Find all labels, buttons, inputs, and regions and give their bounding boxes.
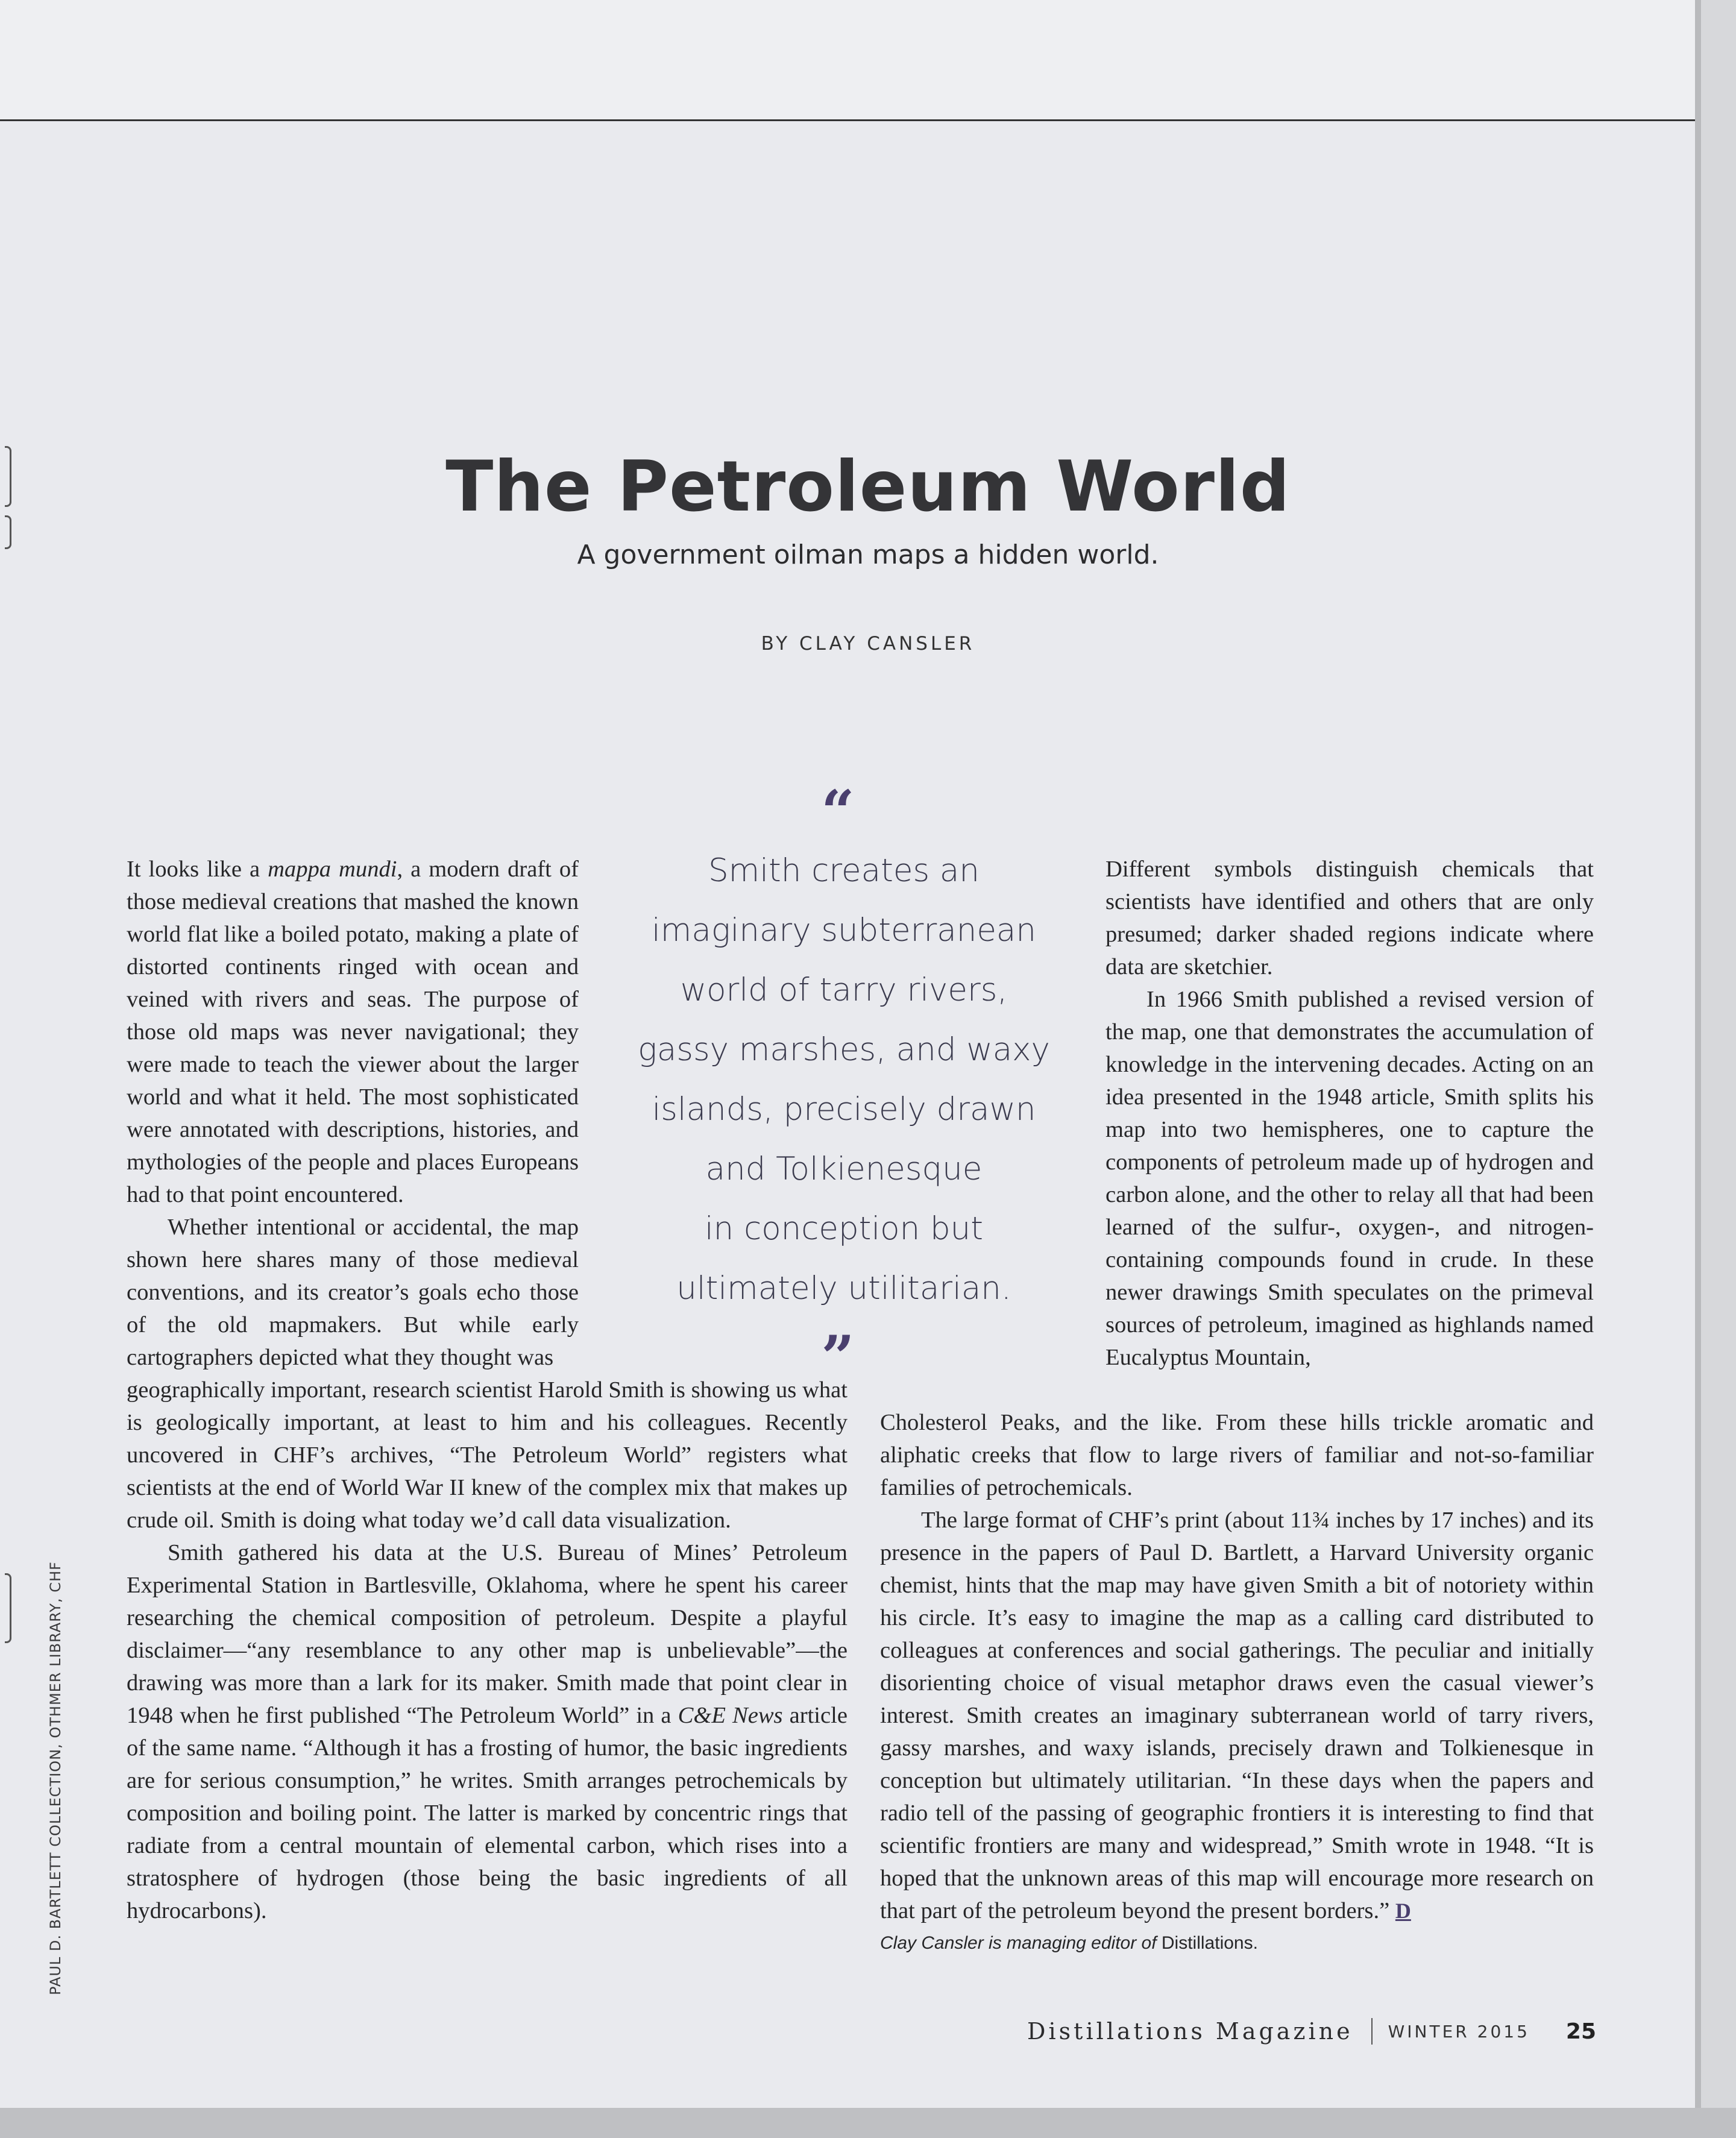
body-italic: C&E News: [678, 1703, 783, 1728]
pullquote-line: Smith creates an: [708, 852, 980, 889]
author-bio: [880, 1927, 1594, 1960]
top-rule: [0, 119, 1695, 121]
paragraph: [1105, 983, 1594, 1374]
paragraph: [127, 1536, 848, 1927]
paragraph: [127, 1374, 848, 1536]
body-text: Whether intentional or accidental, the map shown here shares many of those medieval conventions, and its creator’s goals echo those of the old mapmakers. But while early cartographers depicted what they thought was: [127, 1215, 579, 1370]
pullquote-line: world of tarry rivers,: [680, 972, 1008, 1008]
body-text: Cholesterol Peaks, and the like. From these hills trickle aromatic and aliphatic creeks that flow to large rivers of familiar and not-so-familiar families of petrochemicals.: [880, 1410, 1594, 1500]
page-edge: [1695, 0, 1736, 2138]
body-text: article of the same name. “Although it has a frosting of humor, the basic ingredients are for serious consumption,” he writes. Smith arranges petrochemicals by composition and boiling point. The latter is marked by concentric rings that radiate from a central mountain of elemental carbon, which rises into a stratosphere of hydrogen (those being the basic ingredients of all hydrocarbons).: [127, 1703, 848, 1923]
photo-credit: PAUL D. BARTLETT COLLECTION, OTHMER LIBRARY, CHF: [47, 1561, 64, 1995]
bio-publication: Distillations.: [1161, 1933, 1258, 1953]
body-column-right-wide: [880, 1406, 1594, 1960]
pullquote-open-mark: “: [821, 778, 855, 846]
pullquote-line: gassy marshes, and waxy: [638, 1031, 1050, 1068]
footer-magazine-name: Distillations Magazine: [1027, 2018, 1353, 2045]
body-column-left-wide: [127, 1374, 848, 1927]
article-title: The Petroleum World: [445, 446, 1291, 527]
pullquote-line: imaginary subterranean: [652, 912, 1036, 949]
body-text: In 1966 Smith published a revised version of the map, one that demonstrates the accumulation of knowledge in the intervening decades. Acting on an idea presented in the 1948 article, Smith splits his map into two hemispheres, one to capture the components of petroleum made up of hydrogen and carbon alone, and the other to relay all that had been learned of the sulfur-, oxygen-, and nitrogen-containing compounds found in crude. In these newer drawings Smith speculates on the primeval sources of petroleum, imagined as highlands named Eucalyptus Mountain,: [1105, 987, 1594, 1370]
paragraph: [1105, 853, 1594, 983]
pullquote-line: ultimately utilitarian.: [676, 1270, 1011, 1307]
body-text: geographically important, research scientist Harold Smith is showing us what is geologically important, at least to him and his colleagues. Recently uncovered in CHF’s archives, “The Petroleum World” registers what scientists at the end of World War II knew of the complex mix that makes up crude oil. Smith is doing what today we’d call data visualization.: [127, 1377, 848, 1533]
footer-divider: [1371, 2018, 1373, 2045]
paragraph: [880, 1504, 1594, 1927]
pullquote-close-mark: ”: [821, 1323, 855, 1391]
pullquote-line: in conception but: [704, 1210, 984, 1247]
page-top-band: [0, 0, 1695, 121]
body-text: , a modern draft of those medieval creations that mashed the known world flat like a boiled potato, making a plate of distorted continents ringed with ocean and veined with rivers and seas. The purpose of those old maps was never navigational; they were made to teach the viewer about the larger world and what it held. The most sophisticated were annotated with descriptions, histories, and mythologies of the people and places Europeans had to that point encountered.: [127, 857, 579, 1207]
article-subtitle: A government oilman maps a hidden world.: [577, 539, 1159, 570]
binding-staple: [5, 1573, 11, 1643]
scan-bottom-strip: [0, 2108, 1736, 2138]
body-text: The large format of CHF’s print (about 11¾ inches by 17 inches) and its presence in the papers of Paul D. Bartlett, a Harvard University organic chemist, hints that the map may have given Smith a bit of notoriety within his circle. It’s easy to imagine the map as a calling card distributed to colleagues at conferences and social gatherings. The peculiar and initially disorienting choice of visual metaphor draws even the casual viewer’s interest. Smith creates an imaginary subterranean world of tarry rivers, gassy marshes, and waxy islands, precisely drawn and Tolkienesque in conception but ultimately utilitarian. “In these days when the papers and radio tell of the passing of geographic frontiers it is interesting to find that scientific frontiers are many and widespread,” Smith wrote in 1948. “It is hoped that the unknown areas of this map will encourage more research on that part of the petroleum beyond the present borders.”: [880, 1508, 1594, 1923]
paragraph: [127, 853, 579, 1211]
body-text: It looks like a: [127, 857, 268, 882]
pullquote: [609, 841, 1079, 1318]
end-mark-icon: D: [1395, 1899, 1411, 1923]
pullquote-line: and Tolkienesque: [705, 1151, 983, 1187]
paragraph: [880, 1406, 1594, 1504]
body-text: Smith gathered his data at the U.S. Bureau of Mines’ Petroleum Experimental Station in Bartlesville, Oklahoma, where he spent his career researching the chemical composition of petroleum. Despite a playful disclaimer—“any resemblance to any other map is unbelievable”—the drawing was more than a lark for its maker. Smith made that point clear in 1948 when he first published “The Petroleum World” in a: [127, 1540, 848, 1728]
body-italic: mappa mundi: [268, 857, 397, 882]
footer-issue: WINTER 2015: [1388, 2021, 1530, 2042]
pullquote-line: islands, precisely drawn: [652, 1091, 1036, 1128]
page-footer: [1027, 2013, 1596, 2049]
body-column-left-top: [127, 853, 579, 1374]
page-edge-shadow: [1695, 0, 1701, 2138]
body-column-right-top: [1105, 853, 1594, 1374]
byline: BY CLAY CANSLER: [761, 633, 975, 655]
bio-text: Clay Cansler is managing editor of: [880, 1933, 1162, 1953]
paragraph: [127, 1211, 579, 1374]
page-number: 25: [1565, 2019, 1596, 2044]
body-text: Different symbols distinguish chemicals that scientists have identified and others that are only presumed; darker shaded regions indicate where data are sketchier.: [1105, 857, 1594, 979]
